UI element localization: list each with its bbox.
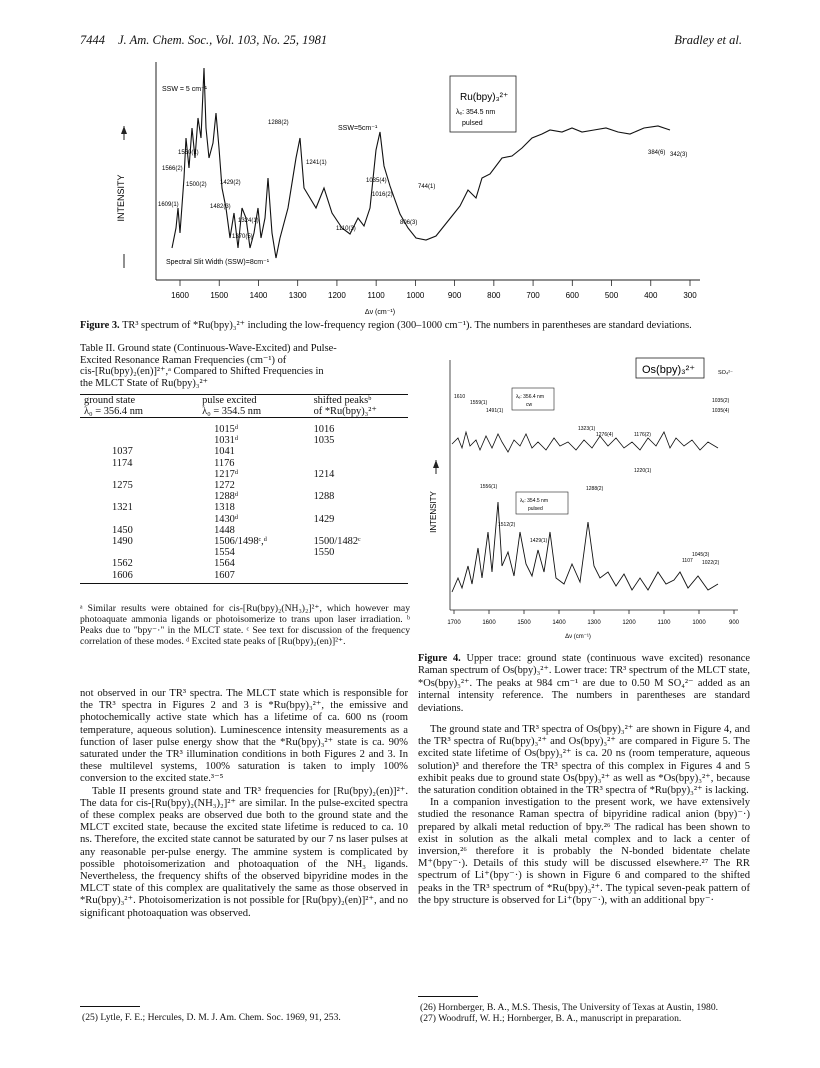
table-cell: 1015ᵈ xyxy=(214,424,239,435)
fig3-peak-label: 1429(2) xyxy=(220,180,241,186)
figure3-caption-text: TR³ spectrum of *Ru(bpy)₃²⁺ including the low-frequency region (300–1000 cm⁻¹). The numbers in parentheses are standard deviations. xyxy=(122,320,692,331)
fig3-peak-label: 1550(1) xyxy=(178,150,199,156)
right-paragraph-1: The ground state and TR³ spectra of Os(bpy)₃²⁺ are shown in Figure 4, and the TR³ spectra of Ru(bpy)₃²⁺ and Os(bpy)₃²⁺ are compared in Figure 5. The excited state lifetime of Os(bpy)₃²⁺ is ca. 20 ns (room temperature, aqueous solution)³ and therefore the TR³ spectra of this complex in Figures 4 and 5 exhibit peaks due to ground state Os(bpy)₃²⁺ as well as *Os(bpy)₃²⁺, because the saturation condition obtained in the TR³ spectra of *Ru(bpy)₃²⁺ is lacking. xyxy=(418,724,750,797)
table-row xyxy=(80,514,408,525)
table-cell: 1554 xyxy=(214,547,235,559)
fig4-upper-peak-label: 1491(1) xyxy=(486,408,504,414)
table2-caption xyxy=(80,343,408,389)
table2-header-col2: pulse excited xyxy=(202,395,257,406)
table-cell xyxy=(310,570,408,581)
table-row xyxy=(80,547,408,558)
fig3-spectral-slit: Spectral Slit Width (SSW)=8cm⁻¹ xyxy=(166,259,270,266)
fig4-lower-peak-label: 1288(2) xyxy=(586,486,604,492)
table-cell: 1448 xyxy=(214,524,235,536)
fig4-upper-trace xyxy=(452,432,718,452)
fig4-lower-peak-label: 1429(1) xyxy=(530,538,548,544)
fig4-upper-peak-label: 1559(1) xyxy=(470,400,488,406)
journal-citation: J. Am. Chem. Soc., Vol. 103, No. 25, 1981 xyxy=(118,33,328,47)
table2-body xyxy=(80,424,408,584)
table-row xyxy=(80,502,408,513)
table-row xyxy=(80,536,408,547)
footnote-26: (26) Hornberger, B. A., M.S. Thesis, The University of Texas at Austin, 1980. xyxy=(420,1002,719,1013)
right-paragraph-2: In a companion investigation to the present work, we have extensively studied the resonance Raman spectra of bipyridine radical anion (bpy)⁻·) prepared by alkali metal reduction of bpy.²⁶ The radical has been shown to exist in solution as the alkali metal complex and to lack a center of inversion,²⁶ therefore it is probably the N-bonded bidentate chelate M⁺(bpy⁻·). Details of this study will be discussed elsewhere.²⁷ The RR spectrum of Li⁺(bpy⁻·) is shown in Figure 6 and compared to the shifted peaks in the TR³ spectrum of *Ru(bpy)₃²⁺. The typical seven-peak pattern of the bpy structure is observed for Li⁺(bpy⁻·), with an additional bpy⁻· xyxy=(418,797,750,906)
fig4-x-tick-label: 900 xyxy=(728,620,740,626)
fig3-x-tick-label: 300 xyxy=(683,291,697,300)
fig4-upper-peak-label: 1610 xyxy=(454,394,466,400)
fig3-peak-label: 1482(3) xyxy=(210,204,231,210)
fig3-ylabel: INTENSITY xyxy=(116,174,126,222)
table-cell xyxy=(80,435,198,446)
table-cell: 1500/1482ᶜ xyxy=(313,536,361,548)
fig4-lower-box-l2: pulsed xyxy=(528,506,543,512)
table-cell xyxy=(80,424,198,435)
fig4-upper-peak-label: 1323(1) xyxy=(578,426,596,432)
fig4-lower-peak-label: 1107 xyxy=(682,558,693,564)
table2-caption-line3: cis-[Ru(bpy)₂(en)]²⁺,ᵃ Compared to Shifted Frequencies in xyxy=(80,366,324,378)
fig3-x-tick-label: 1000 xyxy=(406,291,425,300)
table-cell: 1506/1498ᶜ,ᵈ xyxy=(214,536,268,548)
table-row xyxy=(80,469,408,480)
fig3-peak-label: 1324(1) xyxy=(238,218,259,224)
fig3-peak-label: 342(3) xyxy=(670,152,688,158)
fig3-x-tick-label: 1500 xyxy=(210,291,229,300)
table-cell xyxy=(310,480,408,491)
fig4-lower-peak-label: 1220(1) xyxy=(634,468,652,474)
fig4-x-tick-label: 1500 xyxy=(517,620,531,626)
fig3-peak-label: 806(3) xyxy=(400,220,418,226)
left-paragraph-1: not observed in our TR³ spectra. The MLCT state which is responsible for the TR³ spectra in Figures 2 and 3 is *Ru(bpy)₃²⁺, the emissive and photochemically active state which has a lifetime of ca. 600 ns (room temperature, aqueous solution). Luminescence intensity measurements as a function of laser pulse energy show that the *Ru(bpy)₃²⁺ state is ca. 90% saturated under the TR³ illumination conditions in both Figures 2 and 3. In these multilevel systems, 100% saturation is taken to imply 100% conversion to the excited state.³⁻⁵ xyxy=(80,688,408,785)
fig3-x-tick-label: 700 xyxy=(526,291,540,300)
table2-footnote: ᵃ Similar results were obtained for cis-[Ru(bpy)₂(NH₃)₂]²⁺, which however may photoaquate ammonia ligands or photoisomerize to trans upon laser irradiation. ᵇ Peaks due to "bpy⁻·" in the MLCT state. ᶜ See text for discussion of the frequency correlation of these modes. ᵈ Excited state peaks of [Ru(bpy)₂(en)]²⁺. xyxy=(80,603,410,647)
fig3-trace-low xyxy=(280,126,670,240)
footnotes-right xyxy=(420,1002,750,1024)
fig3-peak-label: 1288(2) xyxy=(268,120,289,126)
fig3-x-tick-label: 600 xyxy=(565,291,579,300)
fig3-ssw-left: SSW = 5 cm⁻¹ xyxy=(162,86,208,93)
right-column-text xyxy=(418,724,750,907)
fig3-peak-label: 1016(2) xyxy=(372,192,393,198)
figure3-caption xyxy=(80,320,740,332)
figure3-caption-label: Figure 3. xyxy=(80,320,120,331)
table-cell: 1606 xyxy=(112,569,133,581)
table2-header-col3: shifted peaksᵇ xyxy=(313,395,372,406)
fig3-peak-label: 1566(2) xyxy=(162,166,183,172)
table-row xyxy=(80,525,408,536)
fig3-x-tick-label: 1200 xyxy=(328,291,346,300)
fig3-peak-label: 1035(4) xyxy=(366,178,387,184)
table2-header-col3-sub: of *Ru(bpy)₃²⁺ xyxy=(313,406,377,418)
fig4-upper-box-l1: λₑ: 356.4 nm xyxy=(516,394,544,400)
fig4-x-tick-label: 1200 xyxy=(622,620,636,626)
fig4-ylabel: INTENSITY xyxy=(429,491,438,533)
fig4-lower-peak-label: 1512(2) xyxy=(498,522,516,528)
table-cell xyxy=(310,458,408,469)
table-row xyxy=(80,446,408,457)
table-cell: 1321 xyxy=(112,502,133,514)
table-cell: 1031ᵈ xyxy=(214,435,239,447)
fig3-peak-label: 384(6) xyxy=(648,150,666,156)
table-cell: 1318 xyxy=(214,502,235,514)
table-cell: 1176 xyxy=(214,457,235,469)
fig3-legend-box xyxy=(450,76,516,132)
fig4-x-tick-label: 1000 xyxy=(692,620,706,626)
fig3-peak-label: 1241(1) xyxy=(306,160,327,166)
fig3-legend-pulsed: pulsed xyxy=(462,120,483,127)
fig3-x-tick-label: 400 xyxy=(644,291,658,300)
table-row xyxy=(80,480,408,491)
table-row xyxy=(80,570,408,581)
fig3-trace-high xyxy=(172,68,280,258)
table-cell: 1550 xyxy=(313,547,335,559)
fig4-upper-peak-label: 1035(4) xyxy=(712,408,730,414)
table-cell xyxy=(310,558,408,569)
left-column-text xyxy=(80,688,408,920)
table-cell: 1041 xyxy=(214,446,235,458)
fig4-upper-box-l2: cw xyxy=(526,402,533,408)
table-cell: 1490 xyxy=(112,536,133,548)
fig4-peak-labels xyxy=(454,394,730,566)
fig3-peak-label: 1370(5) xyxy=(232,234,253,240)
fig3-peak-labels xyxy=(158,120,687,240)
fig4-x-tick-label: 1100 xyxy=(657,620,671,626)
fig3-peak-label: 1500(2) xyxy=(186,182,207,188)
table-cell: 1035 xyxy=(313,435,335,447)
table-cell xyxy=(310,502,408,513)
page-number: 7444 xyxy=(80,33,105,47)
fig4-so4-label: SO₄²⁻ xyxy=(718,370,733,376)
table-cell: 1607 xyxy=(214,569,235,581)
footnote-rule-left xyxy=(80,1006,140,1007)
fig3-x-tick-label: 900 xyxy=(447,291,462,300)
left-paragraph-2: Table II presents ground state and TR³ frequencies for [Ru(bpy)₂(en)]²⁺. The data for cis-[Ru(bpy)₂(NH₃)₂]²⁺ are similar. In the pulse-excited spectra of these complex peaks are observed due both to the ground state and the MLCT excited state, because the excited state lifetime is reduced to ca. 10 ns. Therefore, the excited state cannot be saturated by our 7 ns laser pulses at any reasonable per-pulse energy. The ammine system is complicated by possible photoisomerization and photoaquation of the NH₃ ligands. Nevertheless, the frequency shifts of the observed bipyridine modes in the MLCT state of this complex are qualitatively the same as those observed in *Ru(bpy)₃²⁺. Photoisomerization is not possible for [Ru(bpy)₂(en)]²⁺, and no significant photoaquation was observed. xyxy=(80,785,408,919)
fig4-xlabel: Δν (cm⁻¹) xyxy=(565,634,591,640)
table-cell xyxy=(310,525,408,536)
fig3-legend-formula: Ru(bpy)₃²⁺ xyxy=(460,92,509,103)
table-cell: 1037 xyxy=(112,446,133,458)
table-row xyxy=(80,435,408,446)
fig4-x-tick-label: 1400 xyxy=(552,620,566,626)
table2-header-col2-sub: λ₀ = 354.5 nm xyxy=(202,406,262,418)
table-cell: 1275 xyxy=(112,480,133,492)
fig3-peak-label: 744(1) xyxy=(418,184,436,190)
table2-caption-line2: Excited Resonance Raman Frequencies (cm⁻¹) of xyxy=(80,354,287,366)
table2-caption-line1: Table II. Ground state (Continuous-Wave-Excited) and Pulse- xyxy=(80,343,337,354)
fig3-x-tick-label: 800 xyxy=(487,291,501,300)
fig3-peak-label: 1609(1) xyxy=(158,202,179,208)
fig4-upper-peak-label: 1176(2) xyxy=(634,432,651,438)
table-cell: 1450 xyxy=(112,524,133,536)
table2-header-rule xyxy=(80,394,408,418)
figure4-spectrum xyxy=(418,352,748,650)
running-authors: Bradley et al. xyxy=(674,33,742,47)
fig3-ssw-mid: SSW=5cm⁻¹ xyxy=(338,125,378,132)
fig4-lower-box-l1: λₑ: 354.5 nm xyxy=(520,498,548,504)
table-cell: 1016 xyxy=(313,424,335,435)
fig4-lower-peak-label: 1556(1) xyxy=(480,484,498,490)
fig4-lower-peak-label: 1045(3) xyxy=(692,552,710,558)
fig4-upper-peak-label: 1276(4) xyxy=(596,432,614,438)
table-cell xyxy=(80,469,198,480)
figure3-spectrum xyxy=(110,58,720,320)
table2-caption-line4: the MLCT State of Ru(bpy)₃²⁺ xyxy=(80,377,209,389)
table-cell: 1272 xyxy=(214,480,235,492)
figure4-caption-label: Figure 4. xyxy=(418,653,461,664)
fig3-x-tick-label: 1400 xyxy=(249,291,268,300)
footnote-25: (25) Lytle, F. E.; Hercules, D. M. J. Am. Chem. Soc. 1969, 91, 253. xyxy=(82,1012,341,1023)
figure4-caption xyxy=(418,653,750,715)
fig3-xlabel: Δν (cm⁻¹) xyxy=(364,309,396,316)
table-cell: 1174 xyxy=(112,457,133,469)
table-cell xyxy=(80,547,198,558)
table-cell: 1564 xyxy=(214,558,235,570)
table-row xyxy=(80,491,408,502)
table-row xyxy=(80,424,408,435)
fig4-x-tick-label: 1700 xyxy=(447,620,461,626)
footnote-27: (27) Woodruff, W. H.; Hornberger, B. A., manuscript in preparation. xyxy=(420,1013,682,1024)
fig3-x-tick-label: 1300 xyxy=(288,291,307,300)
fig4-upper-peak-label: 1035(2) xyxy=(712,398,730,404)
fig3-x-tick-label: 500 xyxy=(604,291,619,300)
table-cell: 1288 xyxy=(313,491,335,503)
table-cell xyxy=(80,514,198,525)
table-cell xyxy=(80,491,198,502)
table-cell xyxy=(310,446,408,457)
table-cell: 1562 xyxy=(112,558,133,570)
footnote-rule-right xyxy=(418,996,478,997)
figure4-caption-text: Upper trace: ground state (continuous wave excited) resonance Raman spectrum of Os(bpy)₃²⁺. Lower trace: TR³ spectrum of the MLCT state, *Os(bpy)₃²⁺. The peaks at 984 cm⁻¹ are due to 0.50 M SO₄²⁻ added as an internal intensity reference. The numbers in parentheses are standard deviations. xyxy=(418,653,750,714)
fig4-legend-formula: Os(bpy)₃²⁺ xyxy=(642,364,696,376)
fig4-x-tick-label: 1600 xyxy=(482,620,496,626)
table-cell: 1288ᵈ xyxy=(214,491,239,503)
table2-header-col1-sub: λ₀ = 356.4 nm xyxy=(84,406,143,418)
table-cell: 1217ᵈ xyxy=(214,468,239,480)
table-row xyxy=(80,458,408,469)
fig4-x-tick-label: 1300 xyxy=(587,620,601,626)
fig3-legend-wavelength: λₑ: 354.5 nm xyxy=(456,109,496,116)
table-cell: 1429 xyxy=(313,513,335,525)
table2-header-col1: ground state xyxy=(84,395,136,406)
table-cell: 1214 xyxy=(313,468,335,480)
fig3-peak-label: 1110(3) xyxy=(336,226,356,232)
table-row xyxy=(80,558,408,569)
table-cell: 1430ᵈ xyxy=(214,513,239,525)
fig4-lower-peak-label: 1022(2) xyxy=(702,560,720,566)
fig3-x-tick-label: 1100 xyxy=(367,291,385,300)
fig4-lower-trace xyxy=(452,502,718,592)
fig3-x-tick-label: 1600 xyxy=(171,291,189,300)
